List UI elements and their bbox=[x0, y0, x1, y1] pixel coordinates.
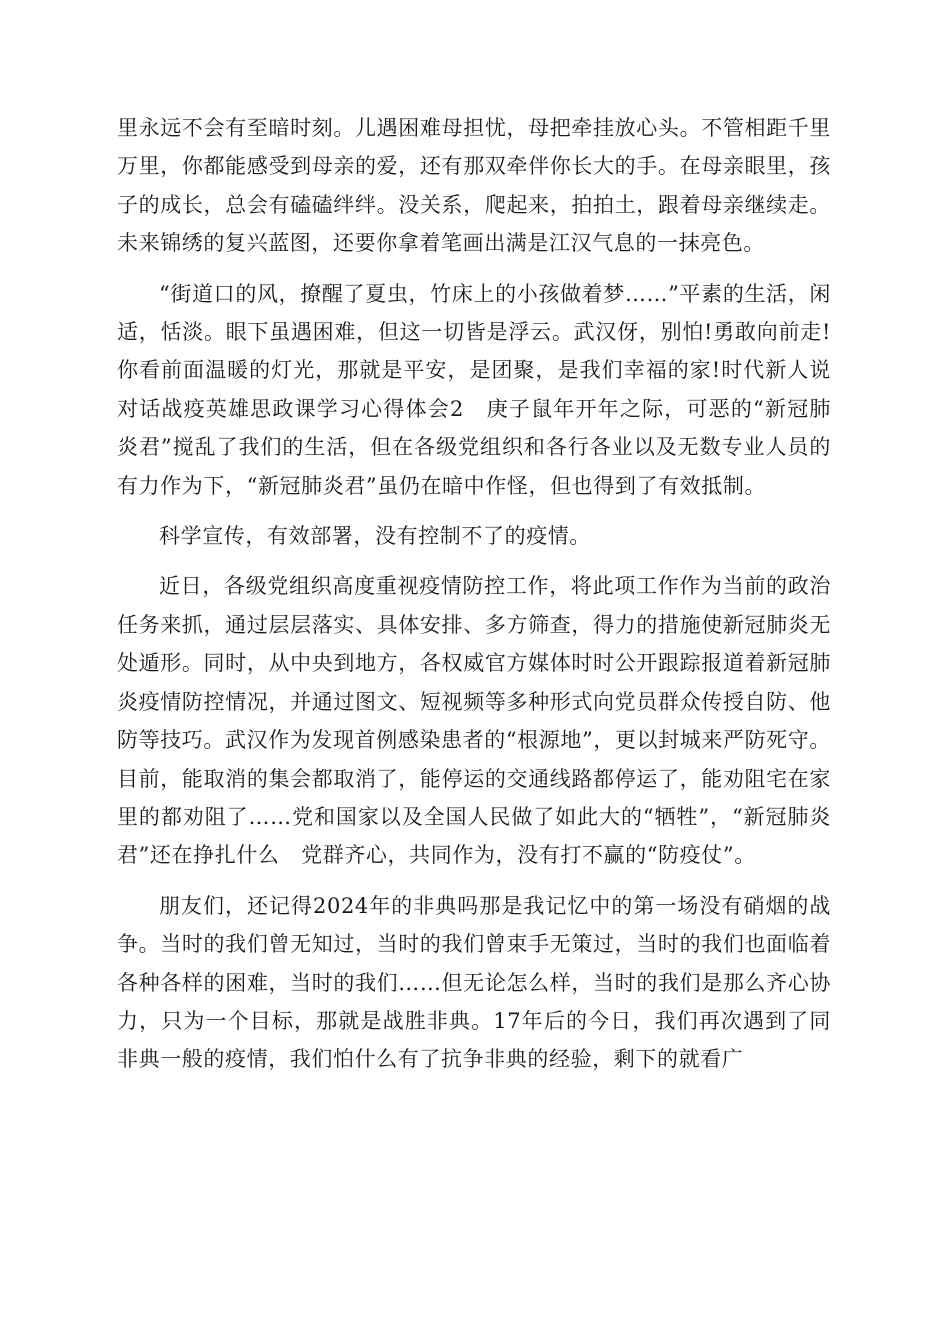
paragraph: 朋友们，还记得2024年的非典吗那是我记忆中的第一场没有硝烟的战争。当时的我们曾无知过，当时的我们曾束手无策过，当时的我们也面临着各种各样的困难，当时的我们……但无论怎么样，当时的我们是那么齐心协力，只为一个目标，那就是战胜非典。17年后的今日，我们再次遇到了同非典一般的疫情，我们怕什么有了抗争非典的经验，剩下的就看广 bbox=[117, 893, 831, 1072]
document-body bbox=[117, 109, 831, 1091]
paragraph: 近日，各级党组织高度重视疫情防控工作，将此项工作作为当前的政治任务来抓，通过层层落实、具体安排、多方筛查，得力的措施使新冠肺炎无处遁形。同时，从中央到地方，各权威官方媒体时时公开跟踪报道着新冠肺炎疫情防控情况，并通过图文、短视频等多种形式向党员群众传授自防、他防等技巧。武汉作为发现首例感染患者的“根源地”，更以封城来严防死守。目前，能取消的集会都取消了，能停运的交通线路都停运了，能劝阻宅在家里的都劝阻了……党和国家以及全国人民做了如此大的“牺牲”，“新冠肺炎君”还在挣扎什么 党群齐心，共同作为，没有打不赢的“防疫仗”。 bbox=[117, 574, 831, 868]
paragraph-continuation: 里永远不会有至暗时刻。儿遇困难母担忧，母把牵挂放心头。不管相距千里万里，你都能感受到母亲的爱，还有那双牵伴你长大的手。在母亲眼里，孩子的成长，总会有磕磕绊绊。没关系，爬起来，拍拍土，跟着母亲继续走。未来锦绣的复兴蓝图，还要你拿着笔画出满是江汉气息的一抹亮色。 bbox=[117, 116, 831, 256]
paragraph: “街道口的风，撩醒了夏虫，竹床上的小孩做着梦……”平素的生活，闲适，恬淡。眼下虽遇困难，但这一切皆是浮云。武汉伢，别怕!勇敢向前走!你看前面温暖的灯光，那就是平安，是团聚，是我们幸福的家!时代新人说对话战疫英雄思政课学习心得体会2 庚子鼠年开年之际，可恶的“新冠肺炎君”搅乱了我们的生活，但在各级党组织和各行各业以及无数专业人员的有力作为下，“新冠肺炎君”虽仍在暗中作怪，但也得到了有效抵制。 bbox=[117, 281, 831, 498]
paragraph: 科学宣传，有效部署，没有控制不了的疫情。 bbox=[159, 524, 591, 549]
